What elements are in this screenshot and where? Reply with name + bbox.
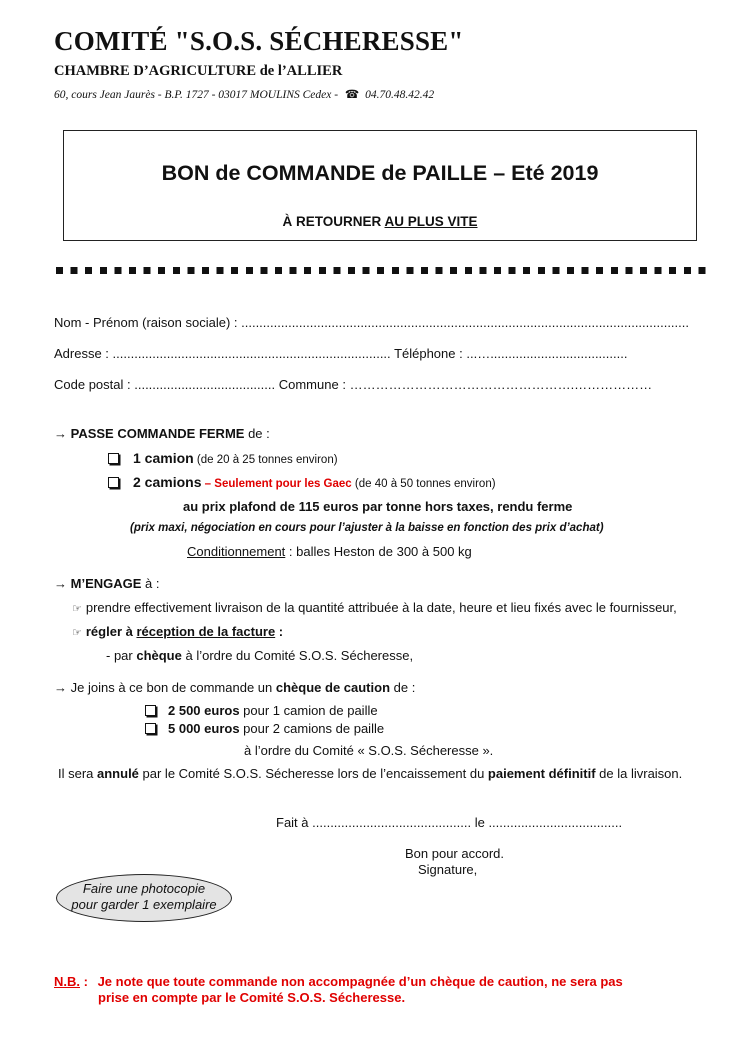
pointing-hand-icon: ☞ <box>72 603 82 615</box>
phone-label: Téléphone : <box>394 346 463 361</box>
option-2-gaec-note: Seulement pour les Gaec <box>214 478 352 490</box>
phone-dots: ...…...................................... <box>466 346 628 361</box>
option-2-dash: – <box>201 478 215 490</box>
pointing-hand-icon: ☞ <box>72 627 82 639</box>
photocopy-line-2: pour garder 1 exemplaire <box>71 897 217 912</box>
title-box <box>63 130 697 241</box>
deposit-option-1-amount: 2 500 euros <box>168 703 240 718</box>
organization-name: COMITÉ "S.O.S. SÉCHERESSE" <box>54 26 464 56</box>
commune-label: Commune : <box>278 377 346 392</box>
checkbox-icon[interactable] <box>108 453 119 464</box>
deposit-cancel-note <box>58 766 682 781</box>
postal-dots: ....................................... <box>134 377 276 392</box>
dotted-divider <box>56 267 712 274</box>
cancel-pre: Il sera <box>58 766 98 781</box>
option-2-label: 2 camions <box>133 474 202 490</box>
done-at-line[interactable] <box>276 815 622 830</box>
engage-item-3-rest: à l’ordre du Comité S.O.S. Sécheresse, <box>181 648 414 663</box>
engage-item-3-bold: chèque <box>136 648 182 663</box>
option-2-detail: (de 40 à 50 tonnes environ) <box>351 478 496 490</box>
telephone-icon: ☎ <box>344 89 360 101</box>
engage-item-2-rest: : <box>275 624 284 639</box>
done-at-label: Fait à <box>276 815 309 830</box>
packaging-line <box>187 544 472 559</box>
engage-item-3 <box>106 648 413 663</box>
date-label: le <box>474 815 485 830</box>
checkbox-icon[interactable] <box>145 723 156 734</box>
postal-label: Code postal : <box>54 377 131 392</box>
packaging-detail: : balles Heston de 300 à 500 kg <box>285 544 472 559</box>
cancel-bold-1: annulé <box>97 766 139 781</box>
address-dots: ............................................................................. <box>112 346 391 361</box>
deposit-option-2-detail: pour 2 camions de paille <box>239 721 385 736</box>
engage-item-2-bold: régler à <box>85 624 137 639</box>
nb-colon: : <box>80 974 88 989</box>
engage-heading-rest: à : <box>141 576 160 591</box>
deposit-option-1[interactable] <box>145 703 378 718</box>
nb-label: N.B. <box>54 974 80 989</box>
photocopy-reminder <box>56 874 232 922</box>
organization-address <box>54 87 434 101</box>
order-heading-bold: PASSE COMMANDE FERME <box>70 426 245 441</box>
engage-item-3-pre: - par <box>106 648 137 663</box>
engage-heading <box>54 576 160 591</box>
deposit-option-2[interactable] <box>145 721 384 736</box>
order-option-1[interactable] <box>108 450 338 466</box>
cancel-mid: par le Comité S.O.S. Sécheresse lors de l’encaissement du <box>138 766 488 781</box>
name-label: Nom - Prénom (raison sociale) : <box>54 315 238 330</box>
deposit-option-1-detail: pour 1 camion de paille <box>239 703 378 718</box>
engage-heading-bold: M’ENGAGE <box>70 576 142 591</box>
deposit-rest: de : <box>390 680 416 695</box>
order-option-2[interactable] <box>108 474 496 490</box>
nb-text-2: prise en compte par le Comité S.O.S. Sécheresse. <box>98 990 406 1005</box>
commune-dots: …………………………………………….……………… <box>349 377 653 392</box>
option-1-detail: (de 20 à 25 tonnes environ) <box>193 454 338 466</box>
packaging-label: Conditionnement <box>187 544 286 559</box>
cancel-rest: de la livraison. <box>595 766 683 781</box>
engage-item-2 <box>72 624 283 639</box>
organization-subtitle: CHAMBRE D’AGRICULTURE de l’ALLIER <box>54 63 343 79</box>
price-line: au prix plafond de 115 euros par tonne hors taxes, rendu ferme <box>183 499 573 514</box>
cancel-bold-2: paiement définitif <box>487 766 596 781</box>
form-subtitle <box>64 214 696 229</box>
photocopy-line-1: Faire une photocopie <box>82 881 206 896</box>
address-field[interactable] <box>54 346 627 361</box>
address-label: Adresse : <box>54 346 109 361</box>
order-heading-rest: de : <box>244 426 270 441</box>
postal-field[interactable] <box>54 377 652 392</box>
signature-label: Signature, <box>418 862 478 877</box>
nb-note-line-1 <box>54 974 623 989</box>
deposit-heading <box>54 680 415 695</box>
address-text: 60, cours Jean Jaurès - B.P. 1727 - 03017 MOULINS Cedex - <box>54 89 339 101</box>
form-title: BON de COMMANDE de PAILLE – Eté 2019 <box>161 161 599 185</box>
nb-text-1: Je note que toute commande non accompagnée d’un chèque de caution, ne sera pas <box>97 974 623 989</box>
done-at-dots: ............................................ <box>312 815 472 830</box>
deposit-bold: chèque de caution <box>275 680 391 695</box>
deposit-order-to: à l’ordre du Comité « S.O.S. Sécheresse ». <box>244 743 494 758</box>
engage-item-1 <box>72 600 677 615</box>
agreement-text: Bon pour accord. <box>405 846 505 861</box>
arrow-right-icon: → <box>54 576 67 591</box>
order-heading <box>54 426 270 441</box>
checkbox-icon[interactable] <box>145 705 156 716</box>
phone-number: 04.70.48.42.42 <box>365 89 435 101</box>
date-dots: ..................................... <box>488 815 623 830</box>
subtitle-underlined: AU PLUS VITE <box>384 214 478 229</box>
option-1-label: 1 camion <box>133 450 194 466</box>
name-field[interactable] <box>54 315 689 330</box>
arrow-right-icon: → <box>54 426 67 441</box>
name-dots: ............................................................................................................................ <box>241 315 689 330</box>
deposit-option-2-amount: 5 000 euros <box>168 721 240 736</box>
engage-item-2-underlined: réception de la facture <box>136 624 276 639</box>
checkbox-icon[interactable] <box>108 477 119 488</box>
price-note: (prix maxi, négociation en cours pour l’ajuster à la baisse en fonction des prix d’achat) <box>130 522 604 534</box>
deposit-pre: Je joins à ce bon de commande un <box>70 680 276 695</box>
arrow-right-icon: → <box>54 680 67 695</box>
engage-item-1-text: prendre effectivement livraison de la quantité attribuée à la date, heure et lieu fixés avec le fournisseur, <box>85 600 677 615</box>
subtitle-prefix: À RETOURNER <box>282 214 385 229</box>
